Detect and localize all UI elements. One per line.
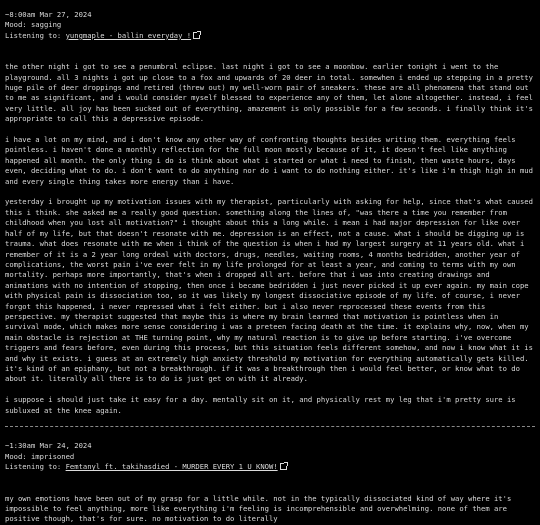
entry-paragraph: i have a lot on my mind, and i don't know any other way of confronting thoughts besides writing them. everything feels pointless. i haven't done a monthly reflection for the full moon mostly because of it, it doesn't feel like anything happened all month. the only thing i do is think about what i started or what i need to finish, then waste hours, days even, deciding what to do. i don't want to do anything nor do i want to do nothing either. it's like i'm thigh high in mud and every single thing takes more energy than i have. <box>5 135 533 186</box>
external-link-icon[interactable] <box>280 463 287 470</box>
entry-paragraph: yesterday i brought up my motivation issues with my therapist, particularly with asking for help, since that's what caused this i think. she asked me a really good question. something along the lines of, "was there a time you remember from childhood when you lost all motivation?" i thought about this a long while. i mean i had major depression for like over half of my life, but that doesn't resonate with me. depression is an effect, not a cause. what i should be digging up is trauma. what does resonate with me when i think of the question is when i had my largest surgery at 11 years old. what i remember of it is a 2 year long ordeal with doctors, drugs, needles, waiting rooms, 4 months bedridden, another year of complications, the worst pain i've ever felt in my life prolonged for at least a year, and coming to terms with my own mortality. perhaps more importantly, that's when i dropped all art. before that i was into creating drawings and animations with no intention of stopping, then once i became bedridden i just never picked it up ever again. my main cope with physical pain is dissociation too, so it was likely my longest dissociative episode of my life. of course, i never forgot this happened, i never repressed what i felt either. but i also never reprocessed these events from this perspective. my therapist suggested that maybe this is where my brain learned that motivation is pointless when in survival mode, which makes more sense considering i was a preteen facing death at the time. it explains why, now, when my main obstacle is rejection at THE turning point, why my natural reaction is to give up before starting. i've overcome triggers and fears before, even during this process, but this situation feels different somehow, and now i know what it is and why it exists. i guess at an extremely high anxiety threshold my motivation for everything automatically gets killed. it's kind of an epiphany, but not a breakthrough. if it was a breakthrough then i would feel better, or know what to do about it. literally all there is to do is just get on with it already. <box>5 197 533 384</box>
song-link[interactable]: yungmaple - ballin everyday ! <box>65 30 192 40</box>
listening-prefix: Listening to: <box>5 462 66 472</box>
external-link-icon[interactable] <box>193 32 200 39</box>
song-link[interactable]: Femtanyl ft. takihasdied - MURDER EVERY 1 U KNOW! <box>65 462 278 472</box>
entry-timestamp: ~1:30am Mar 24, 2024 <box>5 441 92 451</box>
entry-paragraph: the other night i got to see a penumbral eclipse. last night i got to see a moonbow. earlier tonight i went to the playground. all 3 nights i got up close to a fox and upwards of 20 deer in total. somewhen i ended up stepping in a pretty huge pile of deer droppings and retired (threw out) my well-worn pair of sneakers. these are all phenomena that stand out to me as significant, and i would consider myself blessed to experience any of them, let alone altogether. instead, i feel very little. all joy has been sucked out of everything, amazement is only possible for a few seconds. i finally think it's appropriate to call this a depressive episode. <box>5 62 533 124</box>
entry-body <box>5 62 535 416</box>
entry-divider <box>5 426 535 427</box>
entry-paragraph: i suppose i should just take it easy for a day. mentally sit on it, and physically rest my leg that i'm pretty sure is subluxed at the knee again. <box>5 395 516 415</box>
entry-timestamp: ~8:00am Mar 27, 2024 <box>5 10 92 19</box>
journal-entry <box>5 10 535 416</box>
entry-paragraph: my own emotions have been out of my grasp for a little while. not in the typically dissociated kind of way where it's impossible to feel anything, more like everything i'm feeling is incomprehensible and overwhelming. none of them are positive though, that's for sure. no motivation to do literally <box>5 493 512 524</box>
entry-mood: Mood: sagging <box>5 20 62 30</box>
entry-body <box>5 494 535 525</box>
listening-prefix: Listening to: <box>5 30 66 40</box>
entry-mood: Mood: imprisoned <box>5 451 75 461</box>
entry-listening <box>5 462 535 472</box>
entry-listening <box>5 31 535 41</box>
journal-entry <box>5 441 535 524</box>
